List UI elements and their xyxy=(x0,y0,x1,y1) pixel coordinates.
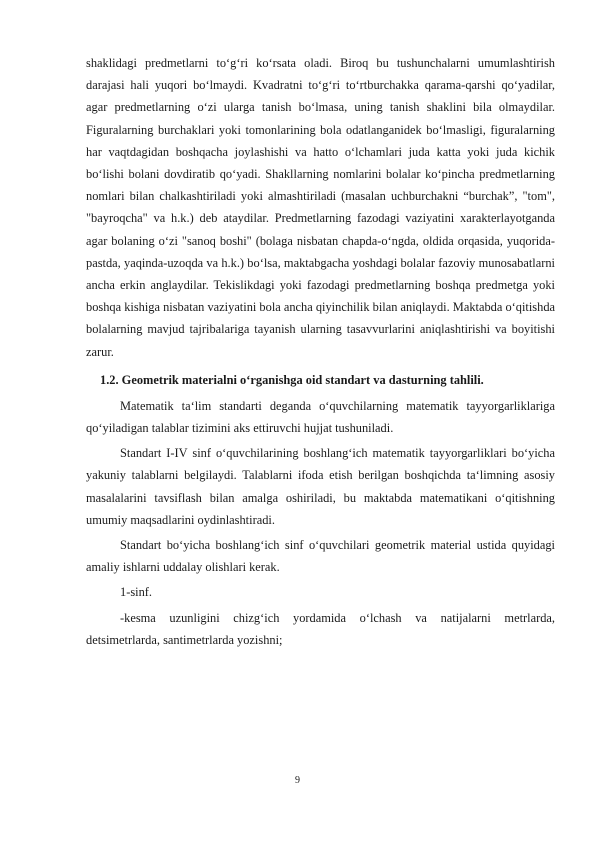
document-page xyxy=(86,52,555,651)
list-item-measure-segment: -kesma uzunligini chizgʻich yordamida oʻlchash va natijalarni metrlarda, detsimetrlarda, santimetrlarda yozishni; xyxy=(86,610,555,647)
body-paragraph: shaklidagi predmetlarni toʻgʻri koʻrsata oladi. Biroq bu tushunchalarni umumlashtirish darajasi hali yuqori boʻlmaydi. Kvadratni toʻgʻri toʻrtburchakka qarama-qarshi qoʻyadilar, agar predmetlarning oʻzi ularga tanish boʻlmasa, uning tanish shaklini bila olmaydilar. Figuralarning burchaklari yoki tomonlarining bola odatlanganidek boʻlmasligi, figuralarning har vaqtdagidan boshqacha joylashishi va hatto oʻlchamlari juda katta yoki juda kichik boʻlishi bolani dovdiratib qoʻyadi. Shakllarning nomlarini bolalar koʻpincha predmetlarning nomlari bilan chalkashtiriladi yoki almashtiriladi (masalan uchburchakni “burchak”, "tom", "bayroqcha" va h.k.) deb ataydilar. Predmetlarning fazodagi vaziyatini xarakterlayotganda agar bolaning oʻzi "sanoq boshi" (bolaga nisbatan chapda-oʻngda, oldida orqasida, yuqorida-pastda, yaqinda-uzoqda va h.k.) boʻlsa, maktabgacha yoshdagi bolalar fazoviy munosabatlarni ancha erkin anglaydilar. Tekislikdagi yoki fazodagi predmetlarning boshqa predmetga yoki boshqa kishiga nisbatan vaziyatini bola ancha qiyinchilik bilan aniqlaydi. Maktabda oʻqitishda bolalarning mavjud tajribalariga tayanish ularning tasavvurlarini aniqlashtirishi va boyitishi zarur. xyxy=(86,56,556,359)
paragraph-standard-requirements: Standart I-IV sinf oʻquvchilarining boshlangʻich matematik tayyorgarliklari boʻyicha yakuniy talablarni belgilaydi. Talablarni ifoda etish berilgan boshqichda taʻlimning asosiy masalalarini tavsiflash bilan amalga oshiriladi, bu maktabda matematikani oʻqitishning umumiy maqsadlarini oydinlashtiradi. xyxy=(86,446,555,527)
section-heading: 1.2. Geometrik materialni oʻrganishga oid standart va dasturning tahlili. xyxy=(100,372,484,387)
grade-label: 1-sinf. xyxy=(120,585,153,600)
page-number: 9 xyxy=(295,775,300,786)
paragraph-standard-definition: Matematik taʻlim standarti deganda oʻquvchilarning matematik tayyorgarliklariga qoʻyiladigan talablar tizimini aks ettiruvchi hujjat tushuniladi. xyxy=(86,398,555,436)
paragraph-practical-work: Standart boʻyicha boshlangʻich sinf oʻquvchilari geometrik material ustida quyidagi amaliy ishlarni uddalay olishlari kerak. xyxy=(86,538,555,575)
